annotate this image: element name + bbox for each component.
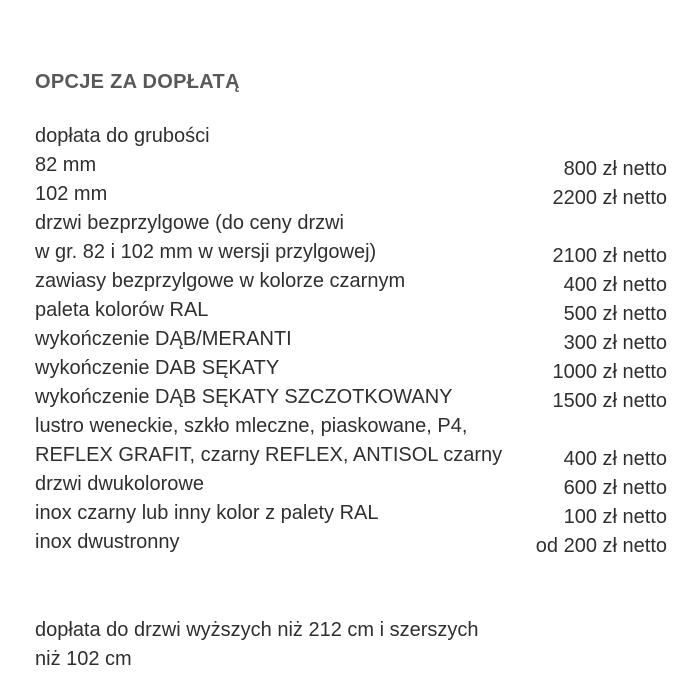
option-label: REFLEX GRAFIT, czarny REFLEX, ANTISOL czarny <box>35 444 503 466</box>
option-label: inox czarny lub inny kolor z palety RAL <box>35 502 379 524</box>
price-row <box>35 528 667 557</box>
option-price: 100 zł netto <box>563 506 667 528</box>
option-price: 600 zł netto <box>563 477 667 499</box>
option-label: w gr. 82 i 102 mm w wersji przylgowej) <box>35 241 377 263</box>
price-row <box>35 238 667 267</box>
option-label: zawiasy bezprzylgowe w kolorze czarnym <box>35 270 406 292</box>
option-label: drzwi bezprzylgowe (do ceny drzwi <box>35 212 345 234</box>
price-row <box>35 122 667 151</box>
option-label: wykończenie DĄB SĘKATY SZCZOTKOWANY <box>35 386 453 408</box>
option-label: inox dwustronny <box>35 531 180 553</box>
footer-note-line-1: dopłata do drzwi wyższych niż 212 cm i szerszych <box>35 619 479 641</box>
option-price: 400 zł netto <box>563 448 667 470</box>
option-price: 2200 zł netto <box>552 187 667 209</box>
option-price: 800 zł netto <box>563 158 667 180</box>
option-price: 1500 zł netto <box>552 390 667 412</box>
price-list <box>35 122 667 557</box>
price-row <box>35 412 667 441</box>
footer-note <box>35 616 667 674</box>
option-label: wykończenie DĄB/MERANTI <box>35 328 292 350</box>
footer-note-line-2: niż 102 cm <box>35 648 132 670</box>
option-label: drzwi dwukolorowe <box>35 473 204 495</box>
option-price: 500 zł netto <box>563 303 667 325</box>
option-price: od 200 zł netto <box>535 535 667 557</box>
price-row <box>35 354 667 383</box>
option-label: 82 mm <box>35 154 97 176</box>
option-label: paleta kolorów RAL <box>35 299 209 321</box>
option-price: 400 zł netto <box>563 274 667 296</box>
price-row <box>35 499 667 528</box>
price-row <box>35 267 667 296</box>
option-label: dopłata do grubości <box>35 125 210 147</box>
price-row <box>35 383 667 412</box>
option-price: 1000 zł netto <box>552 361 667 383</box>
page-title: OPCJE ZA DOPŁATĄ <box>35 71 240 93</box>
option-price: 300 zł netto <box>563 332 667 354</box>
price-row <box>35 325 667 354</box>
price-row <box>35 209 667 238</box>
price-row <box>35 151 667 180</box>
price-row <box>35 441 667 470</box>
option-label: lustro weneckie, szkło mleczne, piaskowane, P4, <box>35 415 468 437</box>
option-label: wykończenie DAB SĘKATY <box>35 357 280 379</box>
option-label: 102 mm <box>35 183 108 205</box>
price-row <box>35 180 667 209</box>
price-row <box>35 296 667 325</box>
option-price: 2100 zł netto <box>552 245 667 267</box>
price-row <box>35 470 667 499</box>
